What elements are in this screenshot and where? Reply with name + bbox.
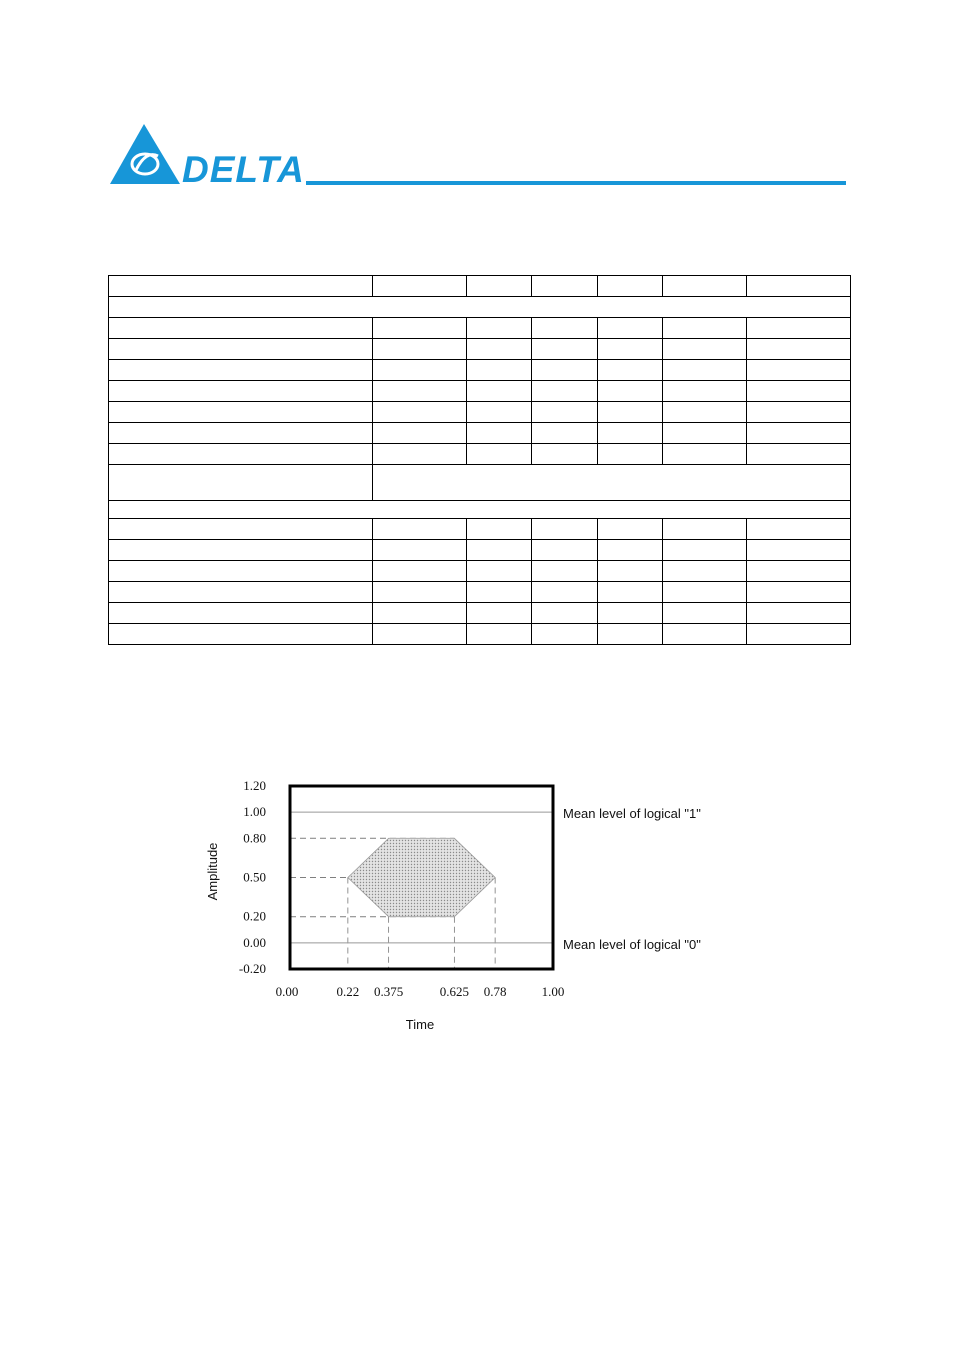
spec-table	[108, 275, 851, 645]
x-tick-label: 0.375	[374, 984, 404, 999]
table-header-row	[109, 276, 851, 297]
x-tick-label: 0.78	[483, 984, 507, 999]
table-row	[109, 444, 851, 465]
y-tick-label: 1.00	[243, 804, 266, 820]
reference-line-label: Mean level of logical "0"	[563, 936, 701, 952]
table-row	[109, 339, 851, 360]
x-tick-label: 1.00	[541, 984, 565, 999]
x-tick-label: 0.22	[336, 984, 360, 999]
y-tick-label: 0.20	[243, 908, 266, 924]
mask-polygon	[348, 838, 495, 916]
y-tick-label: 0.80	[243, 830, 266, 846]
table-row	[109, 603, 851, 624]
table-section-row	[109, 297, 851, 318]
table-row	[109, 402, 851, 423]
table-merged-row	[109, 465, 851, 501]
y-axis-label: Amplitude	[205, 842, 220, 901]
table-row	[109, 360, 851, 381]
y-tick-label: 0.50	[243, 869, 266, 885]
table-row	[109, 318, 851, 339]
table-row	[109, 423, 851, 444]
table-row	[109, 540, 851, 561]
table-row	[109, 624, 851, 645]
x-tick-label: 0.625	[439, 984, 469, 999]
delta-wordmark: DELTA	[182, 149, 305, 186]
table-row	[109, 381, 851, 402]
delta-logo	[110, 124, 310, 186]
y-tick-label: 0.00	[243, 934, 266, 950]
table-row	[109, 561, 851, 582]
table-row	[109, 582, 851, 603]
x-tick-label: 0.00	[275, 984, 299, 999]
eye-mask-chart	[200, 770, 720, 1035]
header-rule	[306, 181, 846, 185]
x-axis-label: Time	[405, 1017, 435, 1032]
table-row	[109, 519, 851, 540]
table-section-row	[109, 501, 851, 519]
reference-line-label: Mean level of logical "1"	[563, 806, 701, 822]
y-tick-label: -0.20	[238, 961, 266, 976]
y-tick-label: 1.20	[243, 778, 266, 793]
